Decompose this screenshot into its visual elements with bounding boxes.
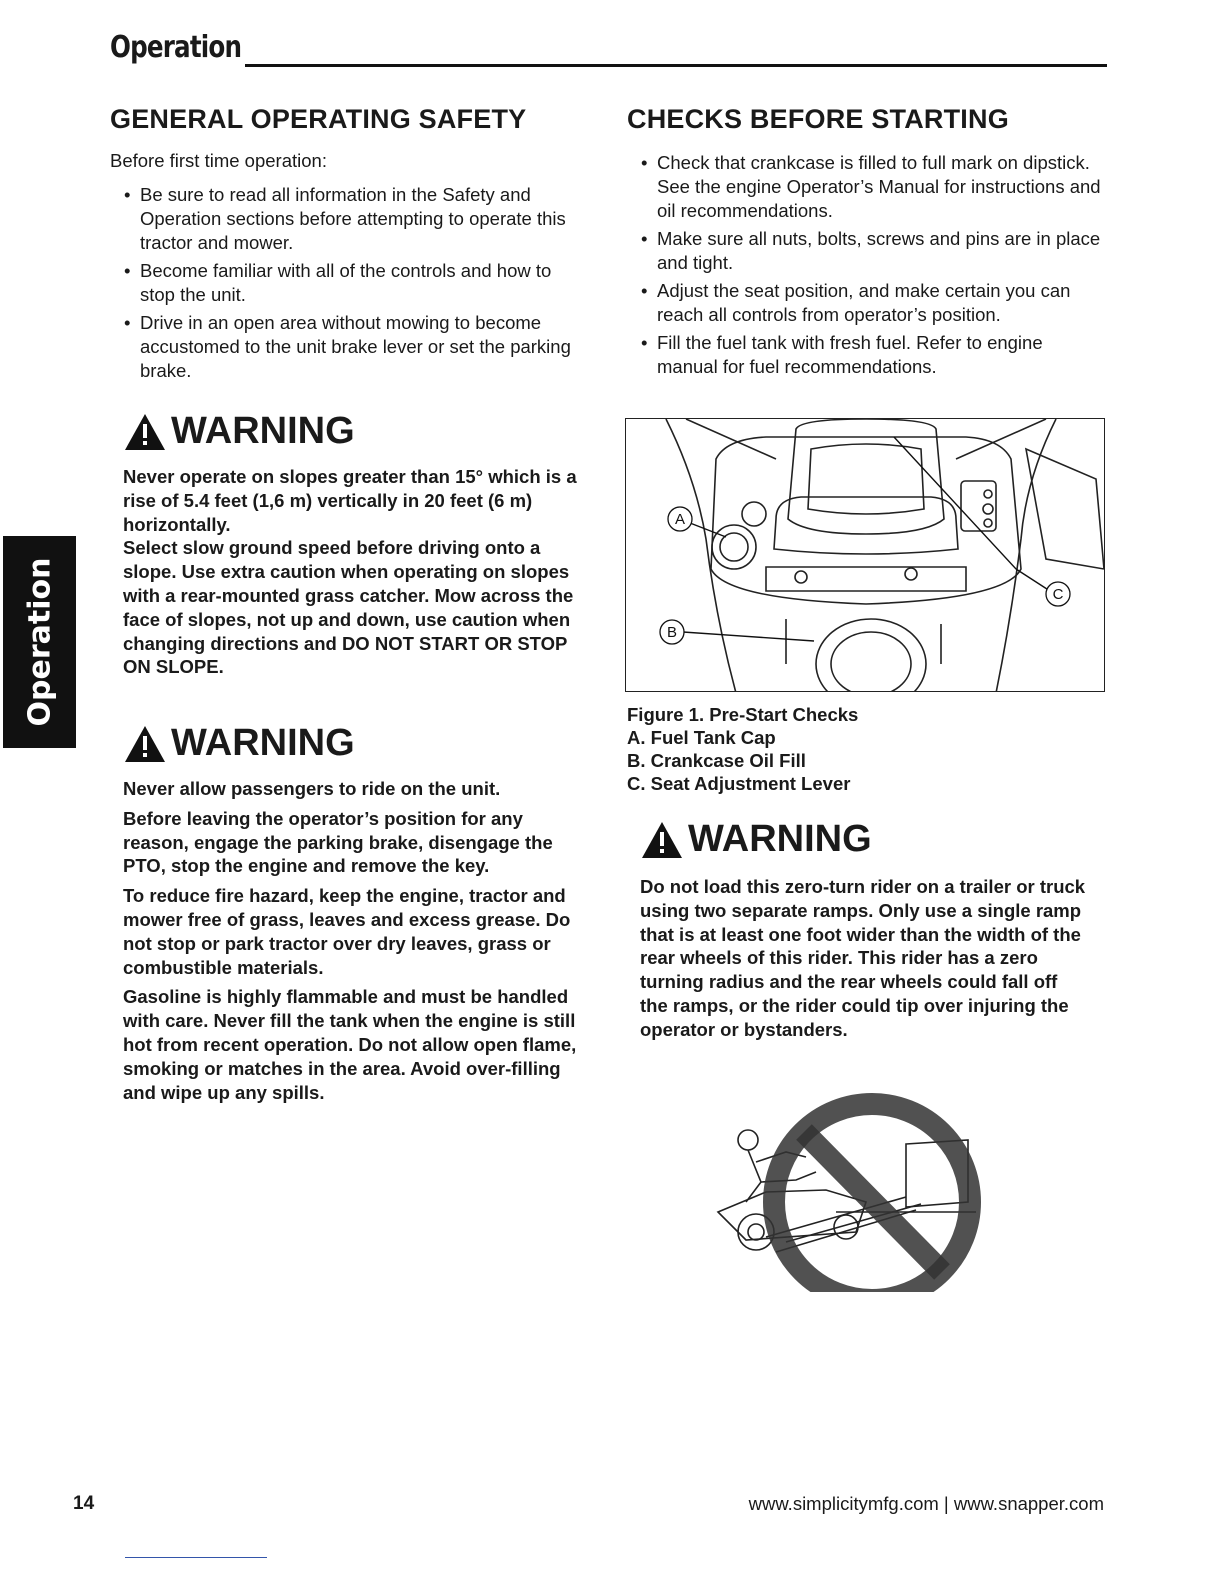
warning-triangle-icon	[123, 724, 167, 764]
warning-triangle-icon	[640, 820, 684, 860]
warning-title: WARNING	[171, 722, 355, 764]
side-section-tab	[3, 536, 76, 748]
warning-heading	[123, 722, 583, 765]
page-header-title: Operation	[110, 30, 242, 65]
warning-trailer	[640, 818, 1090, 1048]
warning-paragraph: Do not load this zero-turn rider on a trailer or truck using two separate ramps. Only use a single ramp that is at least one foot wider than the width of the rear wheels of this rider. This rider has a zero turning radius and the rear wheels could fall off the ramps, or the rider could tip over injuring the operator or bystanders.	[640, 876, 1086, 1040]
warning-heading	[123, 410, 583, 453]
warning-heading	[640, 818, 1090, 861]
figure-pre-start-checks	[625, 418, 1105, 692]
warning-paragraph: To reduce fire hazard, keep the engine, tractor and mower free of grass, leaves and excess grease. Do not stop or park tractor over dry leaves, grass or combustible materials.	[123, 885, 571, 978]
list-item: • Adjust the seat position, and make certain you can reach all controls from operator’s position.	[627, 279, 1107, 327]
warning-paragraph: Select slow ground speed before driving onto a slope. Use extra caution when operating on slopes with a rear-mounted grass catcher. Mow across the face of slopes, not up and down, use caution when changing directions and DO NOT START OR STOP ON SLOPE.	[123, 537, 574, 678]
warning-paragraph: Never allow passengers to ride on the unit.	[123, 778, 501, 799]
figure-item: A. Fuel Tank Cap	[627, 727, 776, 748]
side-tab-label: Operation	[22, 557, 57, 727]
list-item: • Drive in an open area without mowing to become accustomed to the unit brake lever or set the parking brake.	[110, 311, 590, 383]
figure-item: C. Seat Adjustment Lever	[627, 773, 851, 794]
figure-caption: Figure 1. Pre-Start Checks	[627, 704, 859, 725]
general-safety-intro: Before first time operation:	[110, 150, 327, 171]
bottom-divider	[125, 1557, 267, 1558]
warning-paragraph: Before leaving the operator’s position for any reason, engage the parking brake, disengage the PTO, stop the engine and remove the key.	[123, 807, 553, 877]
warning-slopes	[123, 410, 583, 685]
list-item: • Fill the fuel tank with fresh fuel. Refer to engine manual for fuel recommendations.	[627, 331, 1107, 379]
general-safety-list	[110, 183, 590, 383]
checks-list	[627, 151, 1107, 379]
general-safety-heading: GENERAL OPERATING SAFETY	[110, 104, 527, 134]
footer-urls[interactable]: www.simplicitymfg.com | www.snapper.com	[748, 1493, 1104, 1514]
warning-general	[123, 722, 583, 1110]
figure-item: B. Crankcase Oil Fill	[627, 750, 806, 771]
warning-paragraph: Never operate on slopes greater than 15° which is a rise of 5.4 feet (1,6 m) vertically in 20 feet (6 m) horizontally.	[123, 466, 577, 535]
checks-heading: CHECKS BEFORE STARTING	[627, 104, 1009, 134]
list-item: • Be sure to read all information in the Safety and Operation sections before attempting to operate this tractor and mower.	[110, 183, 590, 255]
list-item: • Check that crankcase is filled to full mark on dipstick. See the engine Operator’s Manual for instructions and oil recommendations.	[627, 151, 1107, 223]
general-safety-section	[110, 104, 590, 387]
callout-c-label: C	[1052, 586, 1064, 603]
list-item: • Make sure all nuts, bolts, screws and pins are in place and tight.	[627, 227, 1107, 275]
warning-triangle-icon	[123, 412, 167, 452]
warning-title: WARNING	[171, 410, 355, 452]
warning-paragraph: Gasoline is highly flammable and must be handled with care. Never fill the tank when the engine is still hot from recent operation. Do not allow open flame, smoking or matches in the area. Avoid over-filling and wipe up any spills.	[123, 986, 577, 1103]
mower-seat-illustration	[626, 419, 1105, 692]
figure-caption-block	[627, 703, 858, 795]
warning-title: WARNING	[688, 818, 872, 860]
list-item: • Become familiar with all of the controls and how to stop the unit.	[110, 259, 590, 307]
no-two-ramps-illustration	[706, 1062, 986, 1292]
page-number: 14	[73, 1493, 95, 1514]
callout-b-label: B	[666, 624, 678, 641]
checks-section	[627, 104, 1107, 383]
header-rule	[245, 64, 1107, 67]
callout-a-label: A	[674, 511, 686, 528]
